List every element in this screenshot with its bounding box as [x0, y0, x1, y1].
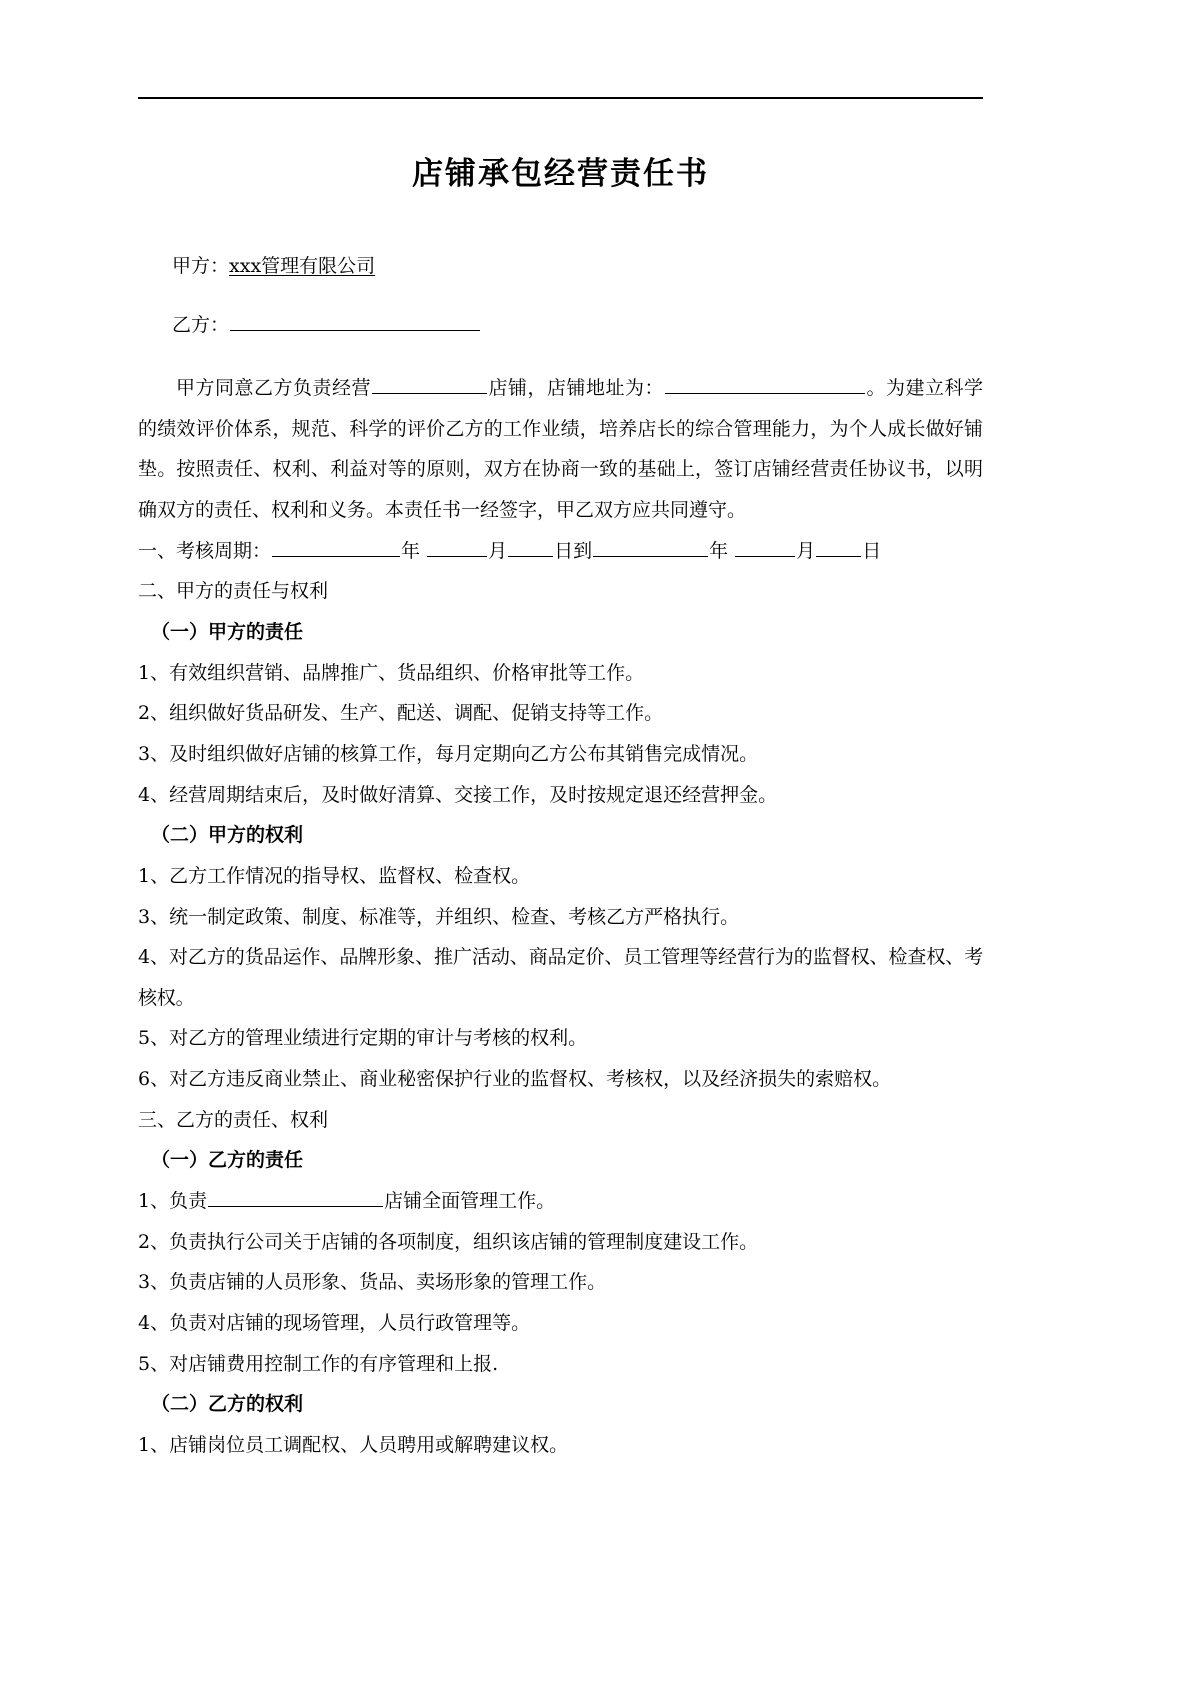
- end-year-unit: 年: [709, 539, 729, 562]
- list-item: 2、负责执行公司关于店铺的各项制度，组织该店铺的管理制度建设工作。: [138, 1230, 759, 1253]
- party-a-label: 甲方：: [172, 255, 230, 278]
- page-title: 店铺承包经营责任书: [412, 156, 709, 192]
- section-heading-2: 二、甲方的责任与权利: [138, 580, 329, 603]
- subsection-heading-2-1: （一）甲方的责任: [151, 620, 304, 643]
- preamble-seg3: 。为建立科学的绩效评价体系，规范、科学的评价乙方的工作业绩，培养店长的综合管理能力，为个人成长做好铺垫。按照责任、权利、利益对等的原则，双方在协商一致的基础上，签订店铺经营责任协议书，以明确双方的责任、权利和义务。本责任书一经签字，甲乙双方应共同遵守。: [138, 376, 983, 521]
- item-prefix: 1、负责: [138, 1190, 208, 1213]
- list-item: 3、负责店铺的人员形象、货品、卖场形象的管理工作。: [138, 1271, 607, 1294]
- start-month-blank[interactable]: [427, 536, 487, 557]
- list-item: 2、组织做好货品研发、生产、配送、调配、促销支持等工作。: [138, 702, 664, 725]
- item-suffix: 店铺全面管理工作。: [384, 1190, 556, 1213]
- party-b-line: [138, 310, 983, 340]
- subsection-heading-3-2: （二）乙方的权利: [151, 1393, 304, 1416]
- list-item: 1、有效组织营销、品牌推广、货品组织、价格审批等工作。: [138, 661, 645, 684]
- list-item: 6、对乙方违反商业禁止、商业秘密保护行业的监督权、考核权，以及经济损失的索赔权。: [138, 1068, 892, 1091]
- responsible-shop-blank[interactable]: [208, 1186, 383, 1207]
- end-year-blank[interactable]: [593, 536, 708, 557]
- party-b-label: 乙方：: [172, 313, 230, 336]
- list-item-with-blank: [138, 1181, 983, 1222]
- subsection-heading-2-2: （二）甲方的权利: [151, 824, 304, 847]
- start-year-blank[interactable]: [272, 536, 400, 557]
- section-heading-3: 三、乙方的责任、权利: [138, 1108, 329, 1131]
- list-item: 4、经营周期结束后，及时做好清算、交接工作，及时按规定退还经营押金。: [138, 783, 778, 806]
- end-day-blank[interactable]: [816, 536, 861, 557]
- start-year-unit: 年: [401, 539, 421, 562]
- preamble-seg1: 甲方同意乙方负责经营: [176, 376, 371, 399]
- preamble-paragraph: [138, 368, 983, 531]
- end-month-blank[interactable]: [735, 536, 795, 557]
- document-content: [138, 0, 983, 1466]
- period-to-label: 到: [573, 539, 593, 562]
- end-day-unit: 日: [862, 539, 882, 562]
- assessment-period-label: 一、考核周期：: [138, 539, 272, 562]
- list-item: 3、及时组织做好店铺的核算工作，每月定期向乙方公布其销售完成情况。: [138, 742, 759, 765]
- list-item: 1、乙方工作情况的指导权、监督权、检查权。: [138, 864, 531, 887]
- shop-name-blank[interactable]: [372, 373, 487, 394]
- party-a-line: [138, 251, 983, 281]
- subsection-heading-3-1: （一）乙方的责任: [151, 1149, 304, 1172]
- start-day-blank[interactable]: [508, 536, 553, 557]
- start-month-unit: 月: [488, 539, 508, 562]
- party-a-value[interactable]: xxx管理有限公司: [229, 255, 376, 278]
- parties-block: [138, 251, 983, 340]
- list-item: 5、对店铺费用控制工作的有序管理和上报.: [138, 1352, 499, 1375]
- list-item: 5、对乙方的管理业绩进行定期的审计与考核的权利。: [138, 1027, 588, 1050]
- shop-address-blank[interactable]: [665, 373, 865, 394]
- party-b-blank[interactable]: [230, 310, 480, 331]
- list-item: 4、负责对店铺的现场管理，人员行政管理等。: [138, 1312, 531, 1335]
- start-day-unit: 日: [554, 539, 574, 562]
- end-month-unit: 月: [796, 539, 816, 562]
- assessment-period-line: [138, 531, 983, 572]
- preamble-seg2: 店铺，店铺地址为：: [487, 376, 664, 399]
- list-item: 4、对乙方的货品运作、品牌形象、推广活动、商品定价、员工管理等经营行为的监督权、检查权、考核权。: [138, 946, 983, 1009]
- list-item: 1、店铺岗位员工调配权、人员聘用或解聘建议权。: [138, 1434, 569, 1457]
- list-item: 3、统一制定政策、制度、标准等，并组织、检查、考核乙方严格执行。: [138, 905, 740, 928]
- header-rule: [138, 97, 983, 99]
